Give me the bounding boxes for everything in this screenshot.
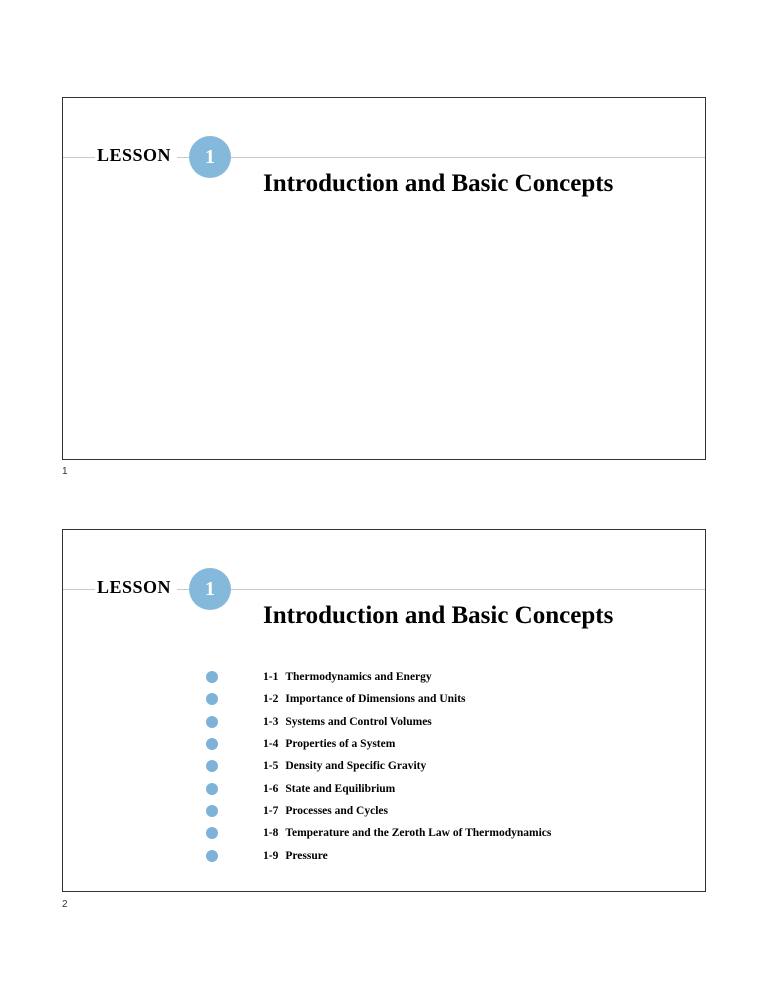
list-item [206,800,551,822]
topic-label: Importance of Dimensions and Units [285,693,466,706]
topic-label: Systems and Control Volumes [285,715,432,728]
topic-number: 1-6 [263,782,279,795]
bullet-icon [206,716,218,728]
topic-label: Thermodynamics and Energy [285,671,432,684]
topic-label: Temperature and the Zeroth Law of Thermodynamics [285,827,552,840]
list-item [206,755,551,777]
bullet-icon [206,850,218,862]
slide-2 [62,529,706,892]
slide-title: Introduction and Basic Concepts [263,602,614,629]
list-item [206,688,551,710]
list-item [206,777,551,799]
list-item [206,844,551,866]
bullet-icon [206,693,218,705]
topic-number: 1-8 [263,827,279,840]
topic-number: 1-7 [263,804,279,817]
lesson-label: LESSON [95,145,177,166]
topic-label: Density and Specific Gravity [285,760,427,773]
bullet-icon [206,783,218,795]
bullet-icon [206,827,218,839]
bullet-icon [206,738,218,750]
topic-label: State and Equilibrium [285,782,396,795]
lesson-number-badge: 1 [189,568,231,610]
bullet-icon [206,671,218,683]
topic-label: Pressure [285,849,328,862]
slide-1 [62,97,706,460]
topic-number: 1-4 [263,738,279,751]
topic-number: 1-3 [263,715,279,728]
topic-number: 1-1 [263,671,279,684]
topics-list [206,666,551,867]
page-number: 1 [62,466,68,477]
topic-number: 1-9 [263,849,279,862]
topic-label: Properties of a System [285,738,396,751]
topic-number: 1-5 [263,760,279,773]
lesson-number-badge: 1 [189,136,231,178]
page-number: 2 [62,899,68,910]
topic-number: 1-2 [263,693,279,706]
bullet-icon [206,805,218,817]
slide-title: Introduction and Basic Concepts [263,170,614,197]
list-item [206,822,551,844]
list-item [206,711,551,733]
bullet-icon [206,760,218,772]
list-item [206,666,551,688]
list-item [206,733,551,755]
topic-label: Processes and Cycles [285,804,388,817]
lesson-label: LESSON [95,577,177,598]
